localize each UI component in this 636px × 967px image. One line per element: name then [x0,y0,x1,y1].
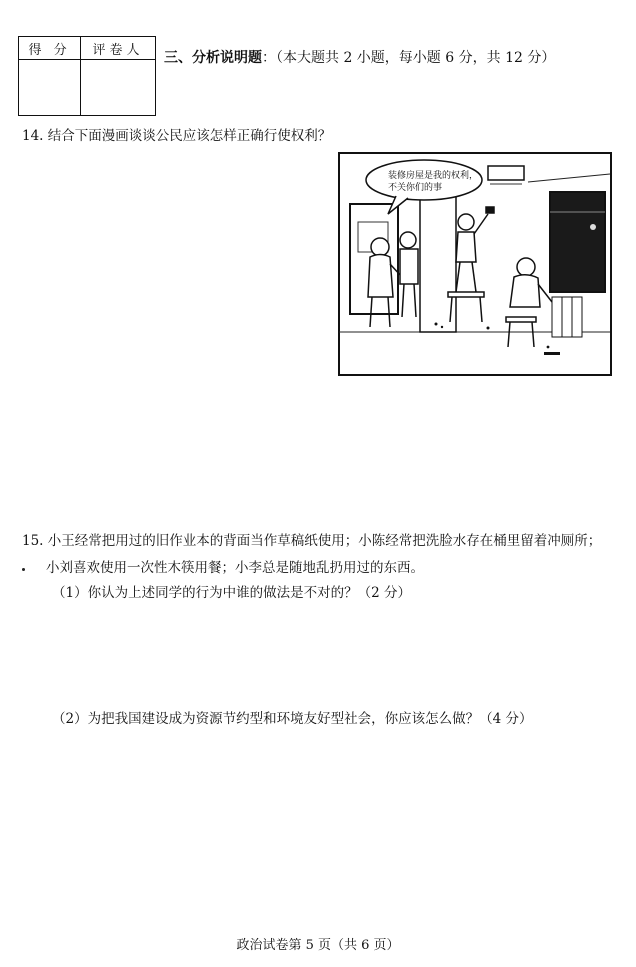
score-table [18,36,156,116]
score-cell[interactable] [19,60,81,116]
grader-header: 评卷人 [81,37,156,60]
page-footer: 政治试卷第 5 页（共 6 页） [236,938,400,953]
score-header: 得 分 [19,37,81,60]
question-15-line-1: 15. 小王经常把用过的旧作业本的背面当作草稿纸使用；小陈经常把洗脸水存在桶里留着冲厕所； [22,533,602,549]
section-number: 三、 [164,50,192,66]
question-15-line-2: 小刘喜欢使用一次性木筷用餐；小李总是随地乱扔用过的东西。 [46,560,424,576]
question-14: 14. 结合下面漫画谈谈公民应该怎样正确行使权利？ [22,128,332,144]
question-15-sub-1: （1）你认为上述同学的行为中谁的做法是不对的？（2 分） [52,585,411,601]
cartoon-illustration [338,152,612,376]
question-15-sub-2: （2）为把我国建设成为资源节约型和环境友好型社会，你应该怎么做？（4 分） [52,711,533,727]
speech-line-2: 不关你们的事 [388,183,443,193]
scan-speck [22,568,25,571]
speech-line-1: 装修房屋是我的权利， [388,171,479,181]
section-title: 分析说明题 [192,50,262,66]
section-heading [164,47,555,67]
grader-cell[interactable] [81,60,156,116]
section-note: ：（本大题共 2 小题，每小题 6 分，共 12 分） [262,50,556,66]
